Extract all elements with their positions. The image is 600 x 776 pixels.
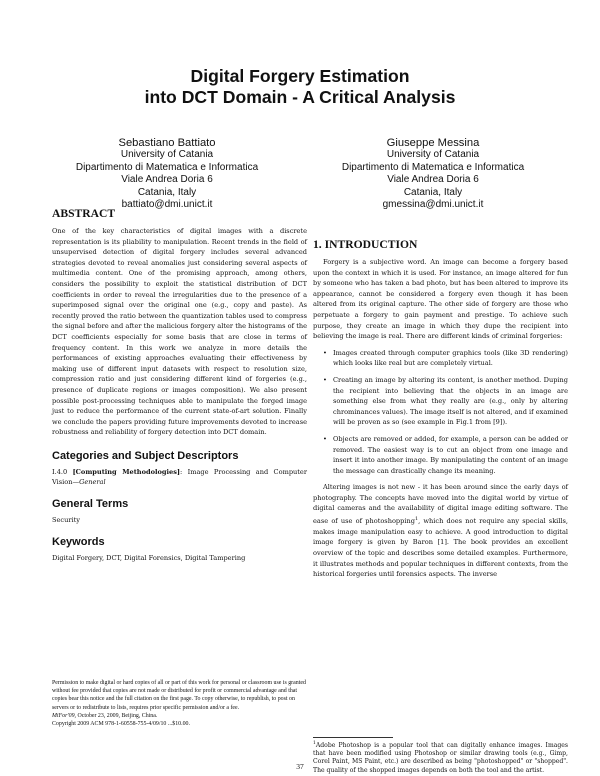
- list-item: • Creating an image by altering its content, is another method. Duping the recipient into believing that the objects in an image are something else from what they really are (e.g., only by altering chrominances values). The image itself is not altered, and if examined will be proven as so (see example in Fig.1 from [9]).: [323, 375, 568, 427]
- author-block-1: [52, 137, 282, 211]
- author-affiliation: University of Catania: [386, 149, 480, 161]
- introduction-heading: 1. INTRODUCTION: [313, 238, 418, 251]
- footnote-mark: 1: [313, 741, 316, 746]
- author-department: Dipartimento di Matematica e Informatica: [341, 161, 525, 173]
- page-number: 37: [296, 762, 304, 771]
- bullet-icon: •: [323, 375, 327, 384]
- abstract-heading: ABSTRACT: [52, 207, 116, 220]
- categories-code: I.4.0: [52, 467, 68, 476]
- footnote-text: Adobe Photoshop is a popular tool that can digitally enhance images. Images that have been modified using Photoshop or similar drawing tools (e.g., Gimp, Corel Paint, MS Paint, etc.) are described as being "photoshopped" or "shopped". The quality of the shopped images depends on both the tool and the artist.: [313, 742, 568, 774]
- right-column: [313, 238, 568, 580]
- keywords-heading: Keywords: [52, 535, 105, 548]
- author-address: Viale Andrea Doria 6: [387, 174, 479, 186]
- forgery-kinds-list: [313, 348, 568, 477]
- copyright-line: Copyright 2009 ACM 978-1-60558-755-4/09/10 ...$10.00.: [52, 721, 190, 728]
- intro-paragraph-1: Forgery is a subjective word. An image can become a forgery based upon the context in which it is used. For instance, an image altered for fun by someone who has taken a bad photo, but has been altered to improve its appearance, cannot be considered a forgery even though it has been altered from its original capture. The other side of forgery are those who perpetuate a forgery to gain payment and prestige. To achieve such purpose, they create an image in which they dupe the recipient into believing the image is real. There are different kinds of criminal forgeries:: [313, 258, 568, 341]
- abstract-text: One of the key characteristics of digital images with a discrete representation is its pliability to manipulation. Recent trends in the field of unsupervised detection of digital forgery includes several advanced strategies devoted to reveal anomalies just considering several aspects of multimedia content. One of the promising approach, among others, considers the possibility to exploit the statistical distribution of DCT coefficients in order to reveal the irregularities due to the presence of a superimposed signal over the original one (e.g., copy and paste). As recently proved the ratio between the quantization tables used to compress the signal before and after the malicious forgery alter the histograms of the DCT coefficients especially for some basis that are close in terms of frequency content. In this work we analyze in more details the performances of existing approaches evaluating their effectiveness by making use of different input datasets with respect to resolution size, compression ratio and just considering different kind of forgeries (e.g., presence of duplicate regions or images composition). We also present possible post-processing techniques able to manipulate the forged image just to reduce the performance of the current state-of-art solution. Finally we conclude the papers providing future improvements devoted to increase robustness and reliability of forgery detection into DCT domain.: [52, 227, 307, 437]
- permission-text: Permission to make digital or hard copies of all or part of this work for personal or classroom use is granted without fee provided that copies are not made or distributed for profit or commercial advantage and that copies bear this notice and the full citation on the first page. To copy otherwise, to republish, to post on servers or to redistribute to lists, requires prior specific permission and/or a fee.: [52, 680, 306, 711]
- venue-name: MiFor'09,: [52, 712, 77, 719]
- left-column: [52, 207, 307, 563]
- footnote-marker: 1: [414, 516, 419, 523]
- footnote-divider: [313, 737, 393, 738]
- author-email: gmessina@dmi.unict.it: [382, 199, 484, 211]
- general-terms-heading: General Terms: [52, 498, 129, 511]
- categories-bracket: [Computing Methodologies]: [72, 467, 181, 476]
- author-name: Giuseppe Messina: [386, 137, 480, 149]
- author-city: Catania, Italy: [403, 186, 463, 198]
- venue-line: [52, 712, 307, 720]
- list-item: • Images created through computer graphics tools (like 3D rendering) which looks like real but are completely virtual.: [323, 348, 568, 368]
- keywords-text: Digital Forgery, DCT, Digital Forensics, Digital Tampering: [52, 553, 246, 562]
- bullet-icon: •: [323, 348, 327, 357]
- author-email: battiato@dmi.unict.it: [121, 199, 213, 211]
- list-item: • Objects are removed or added, for example, a person can be added or removed. The easiest way is to cut an object from one image and insert it into another image. By manipulating the content of an image the message can drastically change its meaning.: [323, 434, 568, 475]
- categories-general: General: [79, 478, 106, 487]
- paper-title: [0, 66, 600, 108]
- categories-heading: Categories and Subject Descriptors: [52, 449, 239, 462]
- author-address: Viale Andrea Doria 6: [121, 174, 213, 186]
- general-terms-text: Security: [52, 516, 80, 525]
- author-affiliation: University of Catania: [120, 149, 214, 161]
- venue-date: October 23, 2009, Beijing, China.: [76, 712, 158, 719]
- title-line-2: into DCT Domain - A Critical Analysis: [144, 87, 456, 107]
- author-block-2: [318, 137, 548, 211]
- bullet-icon: •: [323, 434, 327, 443]
- author-department: Dipartimento di Matematica e Informatica: [75, 161, 259, 173]
- title-line-1: Digital Forgery Estimation: [190, 66, 410, 86]
- author-city: Catania, Italy: [137, 186, 197, 198]
- author-name: Sebastiano Battiato: [118, 137, 216, 149]
- copyright-notice: [52, 679, 307, 728]
- categories-desc: : Image Processing and Computer Vision—: [52, 467, 307, 487]
- intro-paragraph-2: Altering images is not new - it has been around since the early days of photography. The concepts have moved into the digital world by virtue of digital cameras and the availability of digital image editing software. The ease of use of photoshopping$^1$, which does not require any special skills, makes image manipulation easy to achieve. A good introduction to digital image forgery is given by Baron [1]. The book provides an excellent overview of the topic and describes some detailed examples. Furthermore, it illustrates methods and popular techniques in different contexts, from the historical forgeries until forensics aspects. The inverse: [313, 483, 568, 579]
- categories-text: [52, 467, 307, 488]
